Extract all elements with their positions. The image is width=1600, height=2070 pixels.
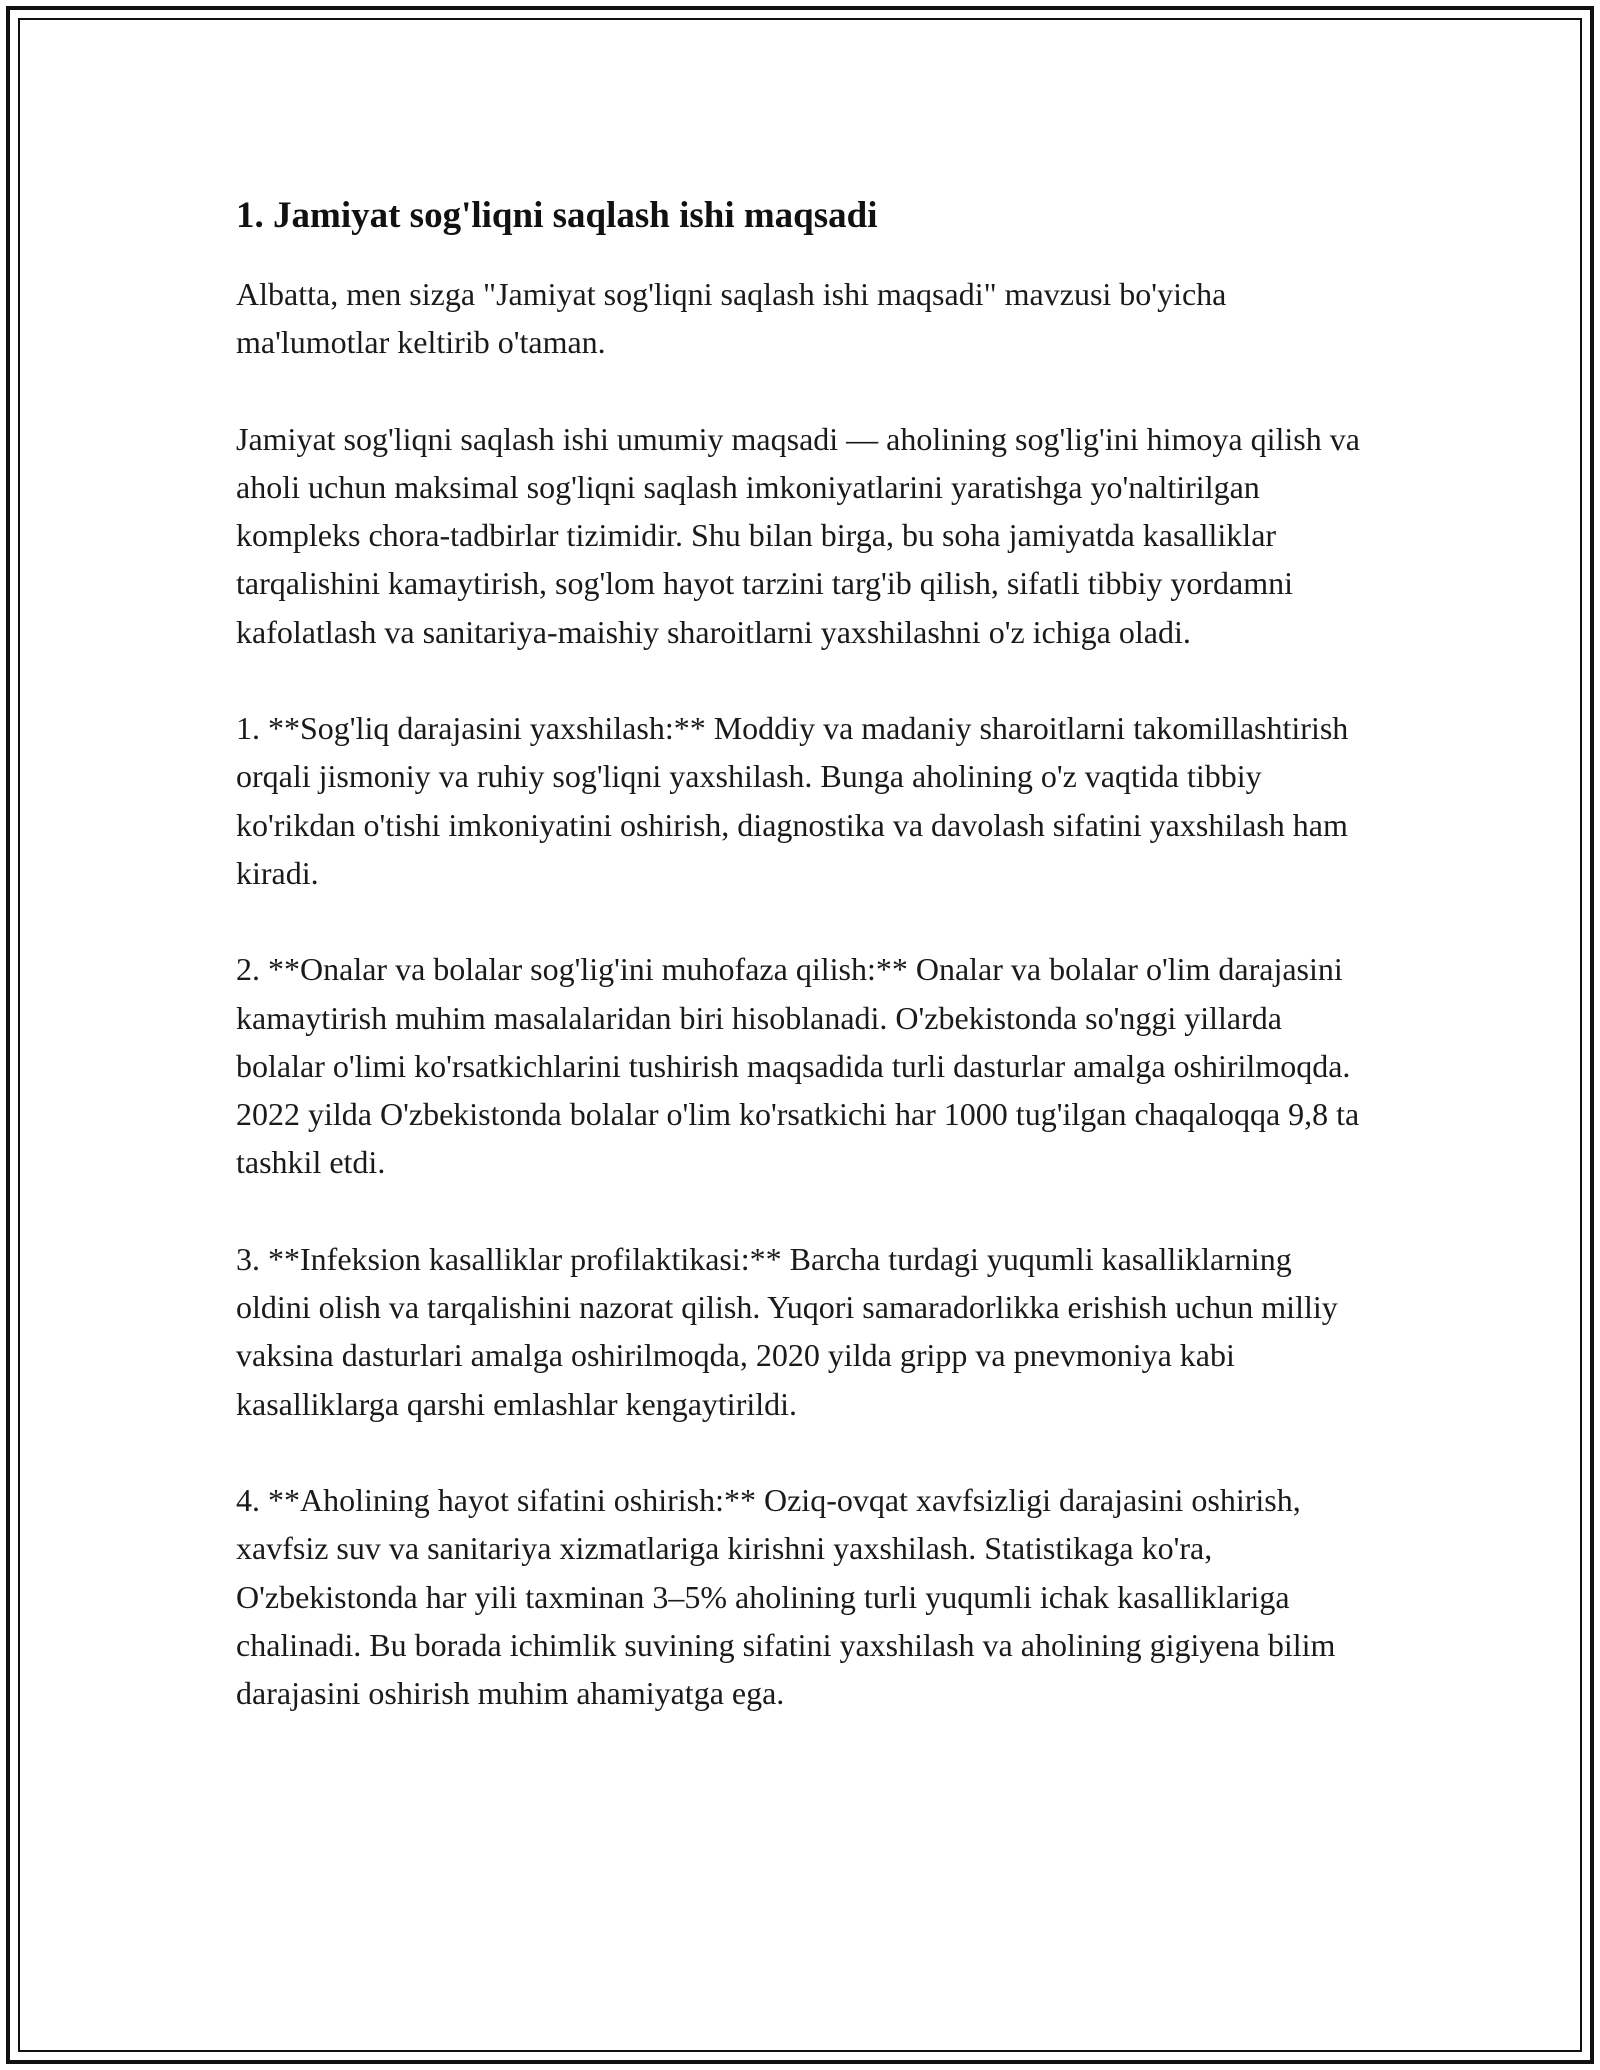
intro-paragraph: Albatta, men sizga "Jamiyat sog'liqni saqlash ishi maqsadi" mavzusi bo'yicha ma'lumotlar keltirib o'taman.: [236, 276, 1227, 361]
list-item-mother-child-health: 2. **Onalar va bolalar sog'lig'ini muhofaza qilish:** Onalar va bolalar o'lim darajasini kamaytirish muhim masalalaridan biri hisoblanadi. O'zbekistonda so'nggi yillarda bolalar o'limi ko'rsatkichlarini tushirish maqsadida turli dasturlar amalga oshirilmoqda. 2022 yilda O'zbekistonda bolalar o'lim ko'rsatkichi har 1000 tug'ilgan chaqaloqqa 9,8 ta tashkil etdi.: [236, 951, 1360, 1181]
list-item-infection-prevention: 3. **Infeksion kasalliklar profilaktikasi:** Barcha turdagi yuqumli kasalliklarning oldini olish va tarqalishini nazorat qilish. Yuqori samaradorlikka erishish uchun milliy vaksina dasturlari amalga oshirilmoqda, 2020 yilda gripp va pnevmoniya kabi kasalliklarga qarshi emlashlar kengaytirildi.: [236, 1240, 1338, 1422]
document-body: [236, 188, 1366, 1717]
document-heading: 1. Jamiyat sog'liqni saqlash ishi maqsadi: [236, 195, 878, 236]
list-item-health-level: 1. **Sog'liq darajasini yaxshilash:** Moddiy va madaniy sharoitlarni takomillashtirish orqali jismoniy va ruhiy sog'liqni yaxshilash. Bunga aholining o'z vaqtida tibbiy ko'rikdan o'tishi imkoniyatini oshirish, diagnostika va davolash sifatini yaxshilash ham kiradi.: [236, 710, 1349, 891]
list-item-quality-of-life: 4. **Aholining hayot sifatini oshirish:** Oziq-ovqat xavfsizligi darajasini oshirish, xavfsiz suv va sanitariya xizmatlariga kirishni yaxshilash. Statistikaga ko'ra, O'zbekistonda har yili taxminan 3–5% aholining turli yuqumli ichak kasalliklariga chalinadi. Bu borada ichimlik suvining sifatini yaxshilash va aholining gigiyena bilim darajasini oshirish muhim ahamiyatga ega.: [236, 1481, 1336, 1712]
purpose-paragraph: Jamiyat sog'liqni saqlash ishi umumiy maqsadi — aholining sog'lig'ini himoya qilish va aholi uchun maksimal sog'liqni saqlash imkoniyatlarini yaratishga yo'naltirilgan kompleks chora-tadbirlar tizimidir. Shu bilan birga, bu soha jamiyatda kasalliklar tarqalishini kamaytirish, sog'lom hayot tarzini targ'ib qilish, sifatli tibbiy yordamni kafolatlash va sanitariya-maishiy sharoitlarni yaxshilashni o'z ichiga oladi.: [236, 420, 1360, 650]
